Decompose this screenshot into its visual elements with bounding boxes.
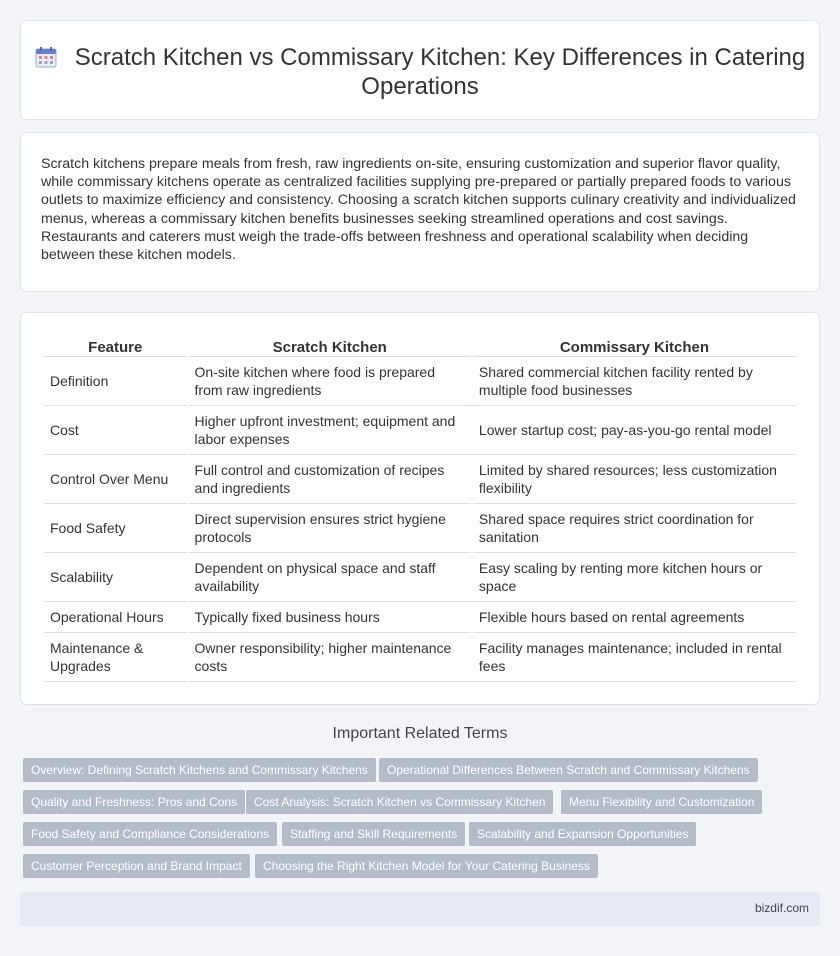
table-row xyxy=(44,553,796,602)
related-tag[interactable]: Choosing the Right Kitchen Model for Your Catering Business xyxy=(255,854,598,878)
row-scratch: Full control and customization of recipes and ingredients xyxy=(189,455,471,504)
footer xyxy=(20,892,820,926)
calendar-icon xyxy=(35,46,57,68)
row-commissary: Limited by shared resources; less customization flexibility xyxy=(473,455,796,504)
row-scratch: On-site kitchen where food is prepared from raw ingredients xyxy=(189,357,471,406)
intro-card xyxy=(20,132,820,292)
row-commissary: Flexible hours based on rental agreements xyxy=(473,602,796,633)
table-row xyxy=(44,633,796,682)
header-commissary-kitchen: Commissary Kitchen xyxy=(473,335,796,357)
related-tag[interactable]: Menu Flexibility and Customization xyxy=(561,790,762,814)
row-scratch: Dependent on physical space and staff availability xyxy=(189,553,471,602)
table-row xyxy=(44,504,796,553)
row-commissary: Lower startup cost; pay-as-you-go rental model xyxy=(473,406,796,455)
row-feature: Operational Hours xyxy=(44,602,187,633)
related-tag[interactable]: Customer Perception and Brand Impact xyxy=(23,854,250,878)
comparison-table-card xyxy=(20,312,820,705)
comparison-table xyxy=(42,335,798,682)
related-terms-heading: Important Related Terms xyxy=(332,725,508,742)
title-card xyxy=(20,20,820,120)
row-feature: Scalability xyxy=(44,553,187,602)
row-feature: Control Over Menu xyxy=(44,455,187,504)
row-commissary: Shared commercial kitchen facility rented by multiple food businesses xyxy=(473,357,796,406)
related-tag[interactable]: Food Safety and Compliance Considerations xyxy=(23,822,277,846)
related-tag[interactable]: Overview: Defining Scratch Kitchens and Commissary Kitchens xyxy=(23,758,376,782)
related-tag[interactable]: Staffing and Skill Requirements xyxy=(282,822,465,846)
row-feature: Maintenance & Upgrades xyxy=(44,633,187,682)
row-scratch: Owner responsibility; higher maintenance costs xyxy=(189,633,471,682)
row-scratch: Higher upfront investment; equipment and labor expenses xyxy=(189,406,471,455)
row-commissary: Facility manages maintenance; included in rental fees xyxy=(473,633,796,682)
intro-paragraph: Scratch kitchens prepare meals from fresh, raw ingredients on-site, ensuring customization and superior flavor quality, while commissary kitchens operate as centralized facilities supplying pre-prepared or partially prepared foods to various outlets to maximize efficiency and consistency. Choosing a scratch kitchen supports culinary creativity and individualized menus, whereas a commissary kitchen benefits businesses seeking streamlined operations and cost savings. Restaurants and caterers must weigh the trade-offs between freshness and operational scalability when deciding between these kitchen models. xyxy=(41,156,796,264)
header-scratch-kitchen: Scratch Kitchen xyxy=(189,335,471,357)
row-scratch: Typically fixed business hours xyxy=(189,602,471,633)
table-header-row xyxy=(44,335,796,357)
row-feature: Cost xyxy=(44,406,187,455)
header-feature: Feature xyxy=(44,335,187,357)
related-tag[interactable]: Cost Analysis: Scratch Kitchen vs Commissary Kitchen xyxy=(246,790,553,814)
table-row xyxy=(44,357,796,406)
row-commissary: Shared space requires strict coordination for sanitation xyxy=(473,504,796,553)
table-row xyxy=(44,602,796,633)
row-feature: Food Safety xyxy=(44,504,187,553)
related-tag[interactable]: Operational Differences Between Scratch and Commissary Kitchens xyxy=(379,758,758,782)
row-commissary: Easy scaling by renting more kitchen hours or space xyxy=(473,553,796,602)
page-title: Scratch Kitchen vs Commissary Kitchen: Key Differences in Catering Operations xyxy=(74,44,806,100)
related-tag[interactable]: Quality and Freshness: Pros and Cons xyxy=(23,790,245,814)
table-row xyxy=(44,406,796,455)
table-row xyxy=(44,455,796,504)
page-title-wrap xyxy=(21,43,819,101)
row-scratch: Direct supervision ensures strict hygiene protocols xyxy=(189,504,471,553)
related-tag[interactable]: Scalability and Expansion Opportunities xyxy=(469,822,696,846)
footer-site-link[interactable]: bizdif.com xyxy=(754,901,809,915)
row-feature: Definition xyxy=(44,357,187,406)
